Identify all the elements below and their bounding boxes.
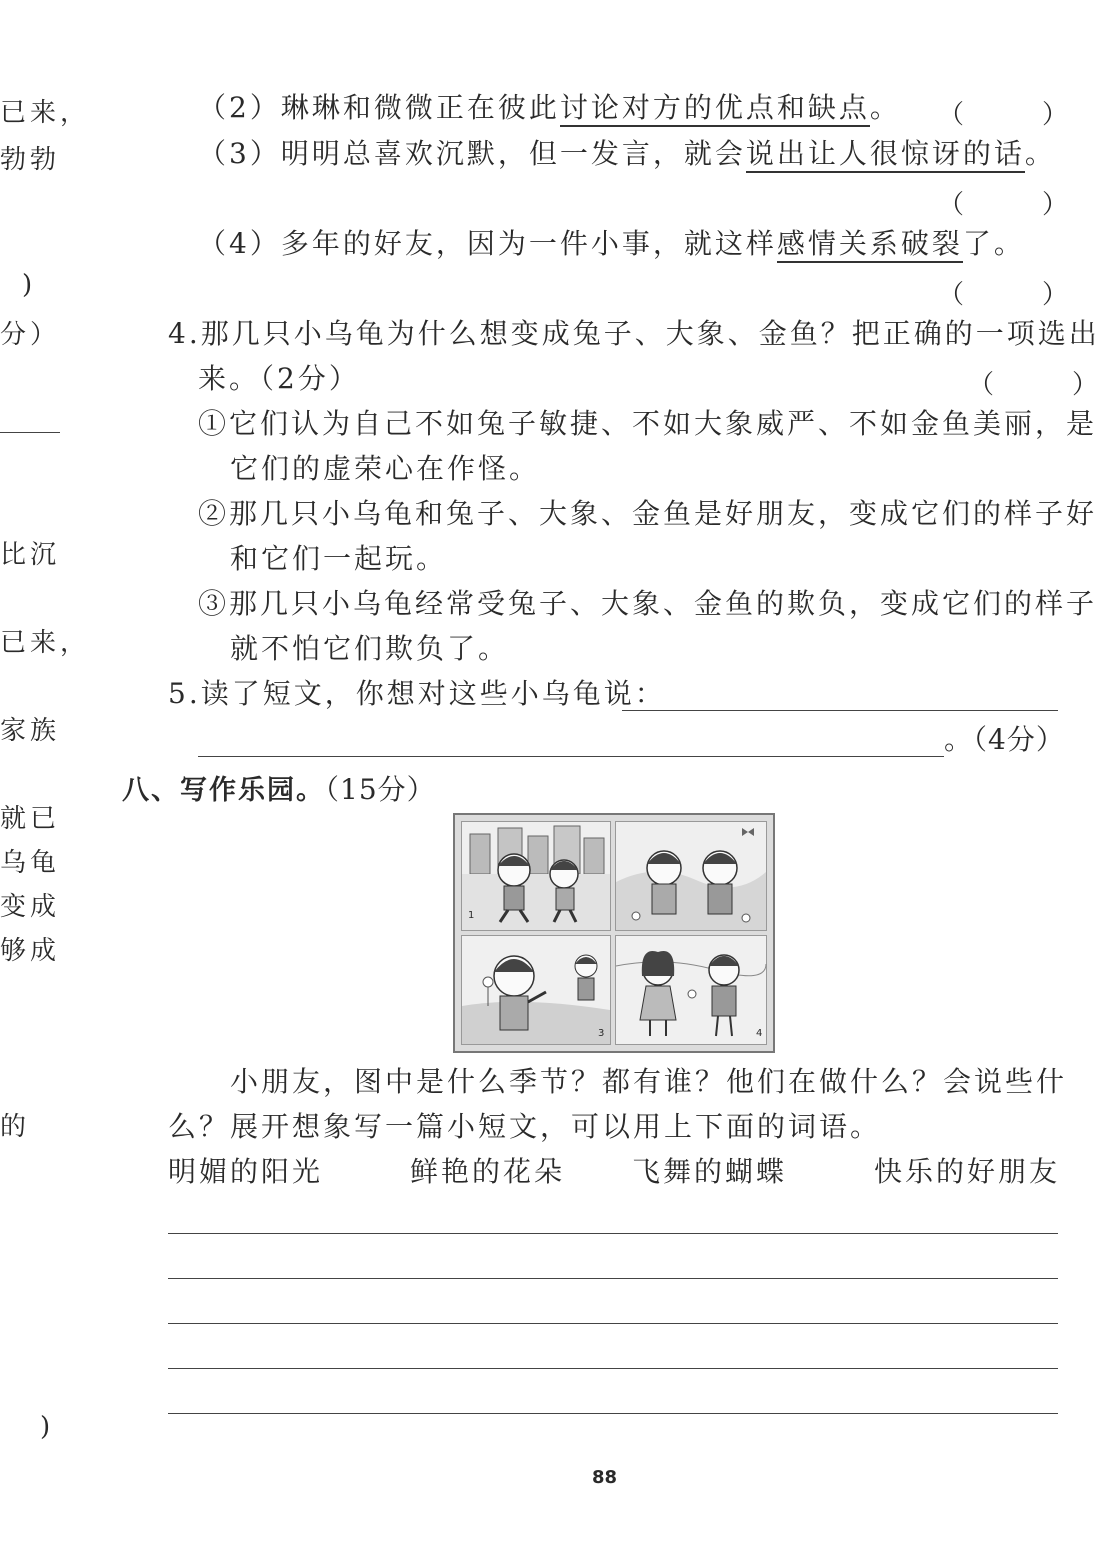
q3-item-2-text: （2）琳琳和微微正在彼此 (198, 91, 560, 124)
answer-paren[interactable]: （ ） (968, 370, 1099, 400)
margin-fragment: 就已 (0, 804, 61, 834)
q3-item-3-end: 。 (1024, 137, 1056, 170)
q4-option-1-cont: 它们的虚荣心在作怪。 (230, 452, 541, 485)
margin-fragment: 分） (0, 320, 61, 350)
margin-answer-line (0, 432, 60, 433)
comic-illustration (453, 813, 775, 1053)
q4-option-3-cont: 就不怕它们欺负了。 (230, 632, 510, 665)
writing-line[interactable] (168, 1233, 1058, 1234)
margin-fragment: 家族 (0, 716, 61, 746)
word-bank-item: 快乐的好朋友 (874, 1155, 1061, 1188)
margin-fragment: 已来， (0, 98, 91, 128)
q4-option-2-cont: 和它们一起玩。 (230, 542, 448, 575)
q3-item-2-underlined: 讨论对方的优点和缺点 (560, 91, 870, 127)
margin-fragment: 已来， (0, 628, 91, 658)
margin-fragment: 的 (0, 1112, 31, 1142)
q3-item-3-underlined: 说出让人很惊讶的话 (746, 137, 1025, 173)
q5-answer-line[interactable] (198, 756, 944, 757)
comic-panel-3 (461, 935, 611, 1045)
q3-item-4-underlined: 感情关系破裂 (777, 227, 963, 263)
panel-number: 4 (756, 1028, 763, 1039)
word-bank-item: 鲜艳的花朵 (410, 1155, 566, 1188)
section-8-score: （15分） (325, 773, 436, 806)
q4-option-1: ①它们认为自己不如兔子敏捷、不如大象威严、不如金鱼美丽，是 (198, 407, 1098, 440)
answer-paren[interactable]: （ ） (938, 100, 1069, 130)
writing-prompt-cont: 么？展开想象写一篇小短文，可以用上下面的词语。 (168, 1110, 882, 1143)
comic-panel-2 (615, 821, 767, 931)
comic-panel-1 (461, 821, 611, 931)
comic-panel-4 (615, 935, 767, 1045)
writing-prompt: 小朋友，图中是什么季节？都有谁？他们在做什么？会说些什 (230, 1065, 1068, 1098)
q3-item-2 (198, 92, 901, 124)
word-bank-item: 明媚的阳光 (168, 1155, 324, 1188)
writing-line[interactable] (168, 1413, 1058, 1414)
panel-number: 1 (468, 910, 475, 921)
q3-item-3 (198, 138, 1056, 170)
word-bank-item: 飞舞的蝴蝶 (632, 1155, 788, 1188)
q4-option-3: ③那几只小乌龟经常受兔子、大象、金鱼的欺负，变成它们的样子 (198, 587, 1098, 620)
q4-question-cont: 来。（2分） (198, 362, 360, 395)
answer-paren[interactable]: （ ） (938, 190, 1069, 220)
q3-item-4-text: （4）多年的好友，因为一件小事，就这样 (198, 227, 777, 260)
q5-score: 。（4分） (944, 723, 1065, 756)
q3-item-4-end: 了。 (962, 227, 1025, 260)
margin-fragment: 够成 (0, 936, 61, 966)
margin-fragment: 比沉 (0, 540, 61, 570)
q5-question: 5.读了短文，你想对这些小乌龟说： (168, 677, 666, 710)
margin-fragment: ) (40, 1412, 55, 1442)
writing-line[interactable] (168, 1368, 1058, 1369)
margin-fragment: ) (22, 270, 37, 300)
section-8-title: 八、写作乐园。 (122, 775, 325, 806)
margin-fragment: 勃勃 (0, 145, 61, 175)
writing-line[interactable] (168, 1278, 1058, 1279)
panel-number: 3 (598, 1028, 605, 1039)
q3-item-3-text: （3）明明总喜欢沉默，但一发言，就会 (198, 137, 746, 170)
margin-fragment: 变成 (0, 892, 61, 922)
margin-fragment: 乌龟 (0, 848, 61, 878)
page-number: 88 (592, 1467, 618, 1488)
section-8-heading (122, 768, 436, 807)
q4-option-2: ②那几只小乌龟和兔子、大象、金鱼是好朋友，变成它们的样子好 (198, 497, 1098, 530)
q3-item-4 (198, 228, 1025, 260)
q4-question: 4.那几只小乌龟为什么想变成兔子、大象、金鱼？把正确的一项选出 (168, 317, 1100, 350)
q5-answer-line[interactable] (622, 710, 1058, 711)
writing-line[interactable] (168, 1323, 1058, 1324)
q3-item-2-end: 。 (869, 91, 901, 124)
answer-paren[interactable]: （ ） (938, 280, 1069, 310)
